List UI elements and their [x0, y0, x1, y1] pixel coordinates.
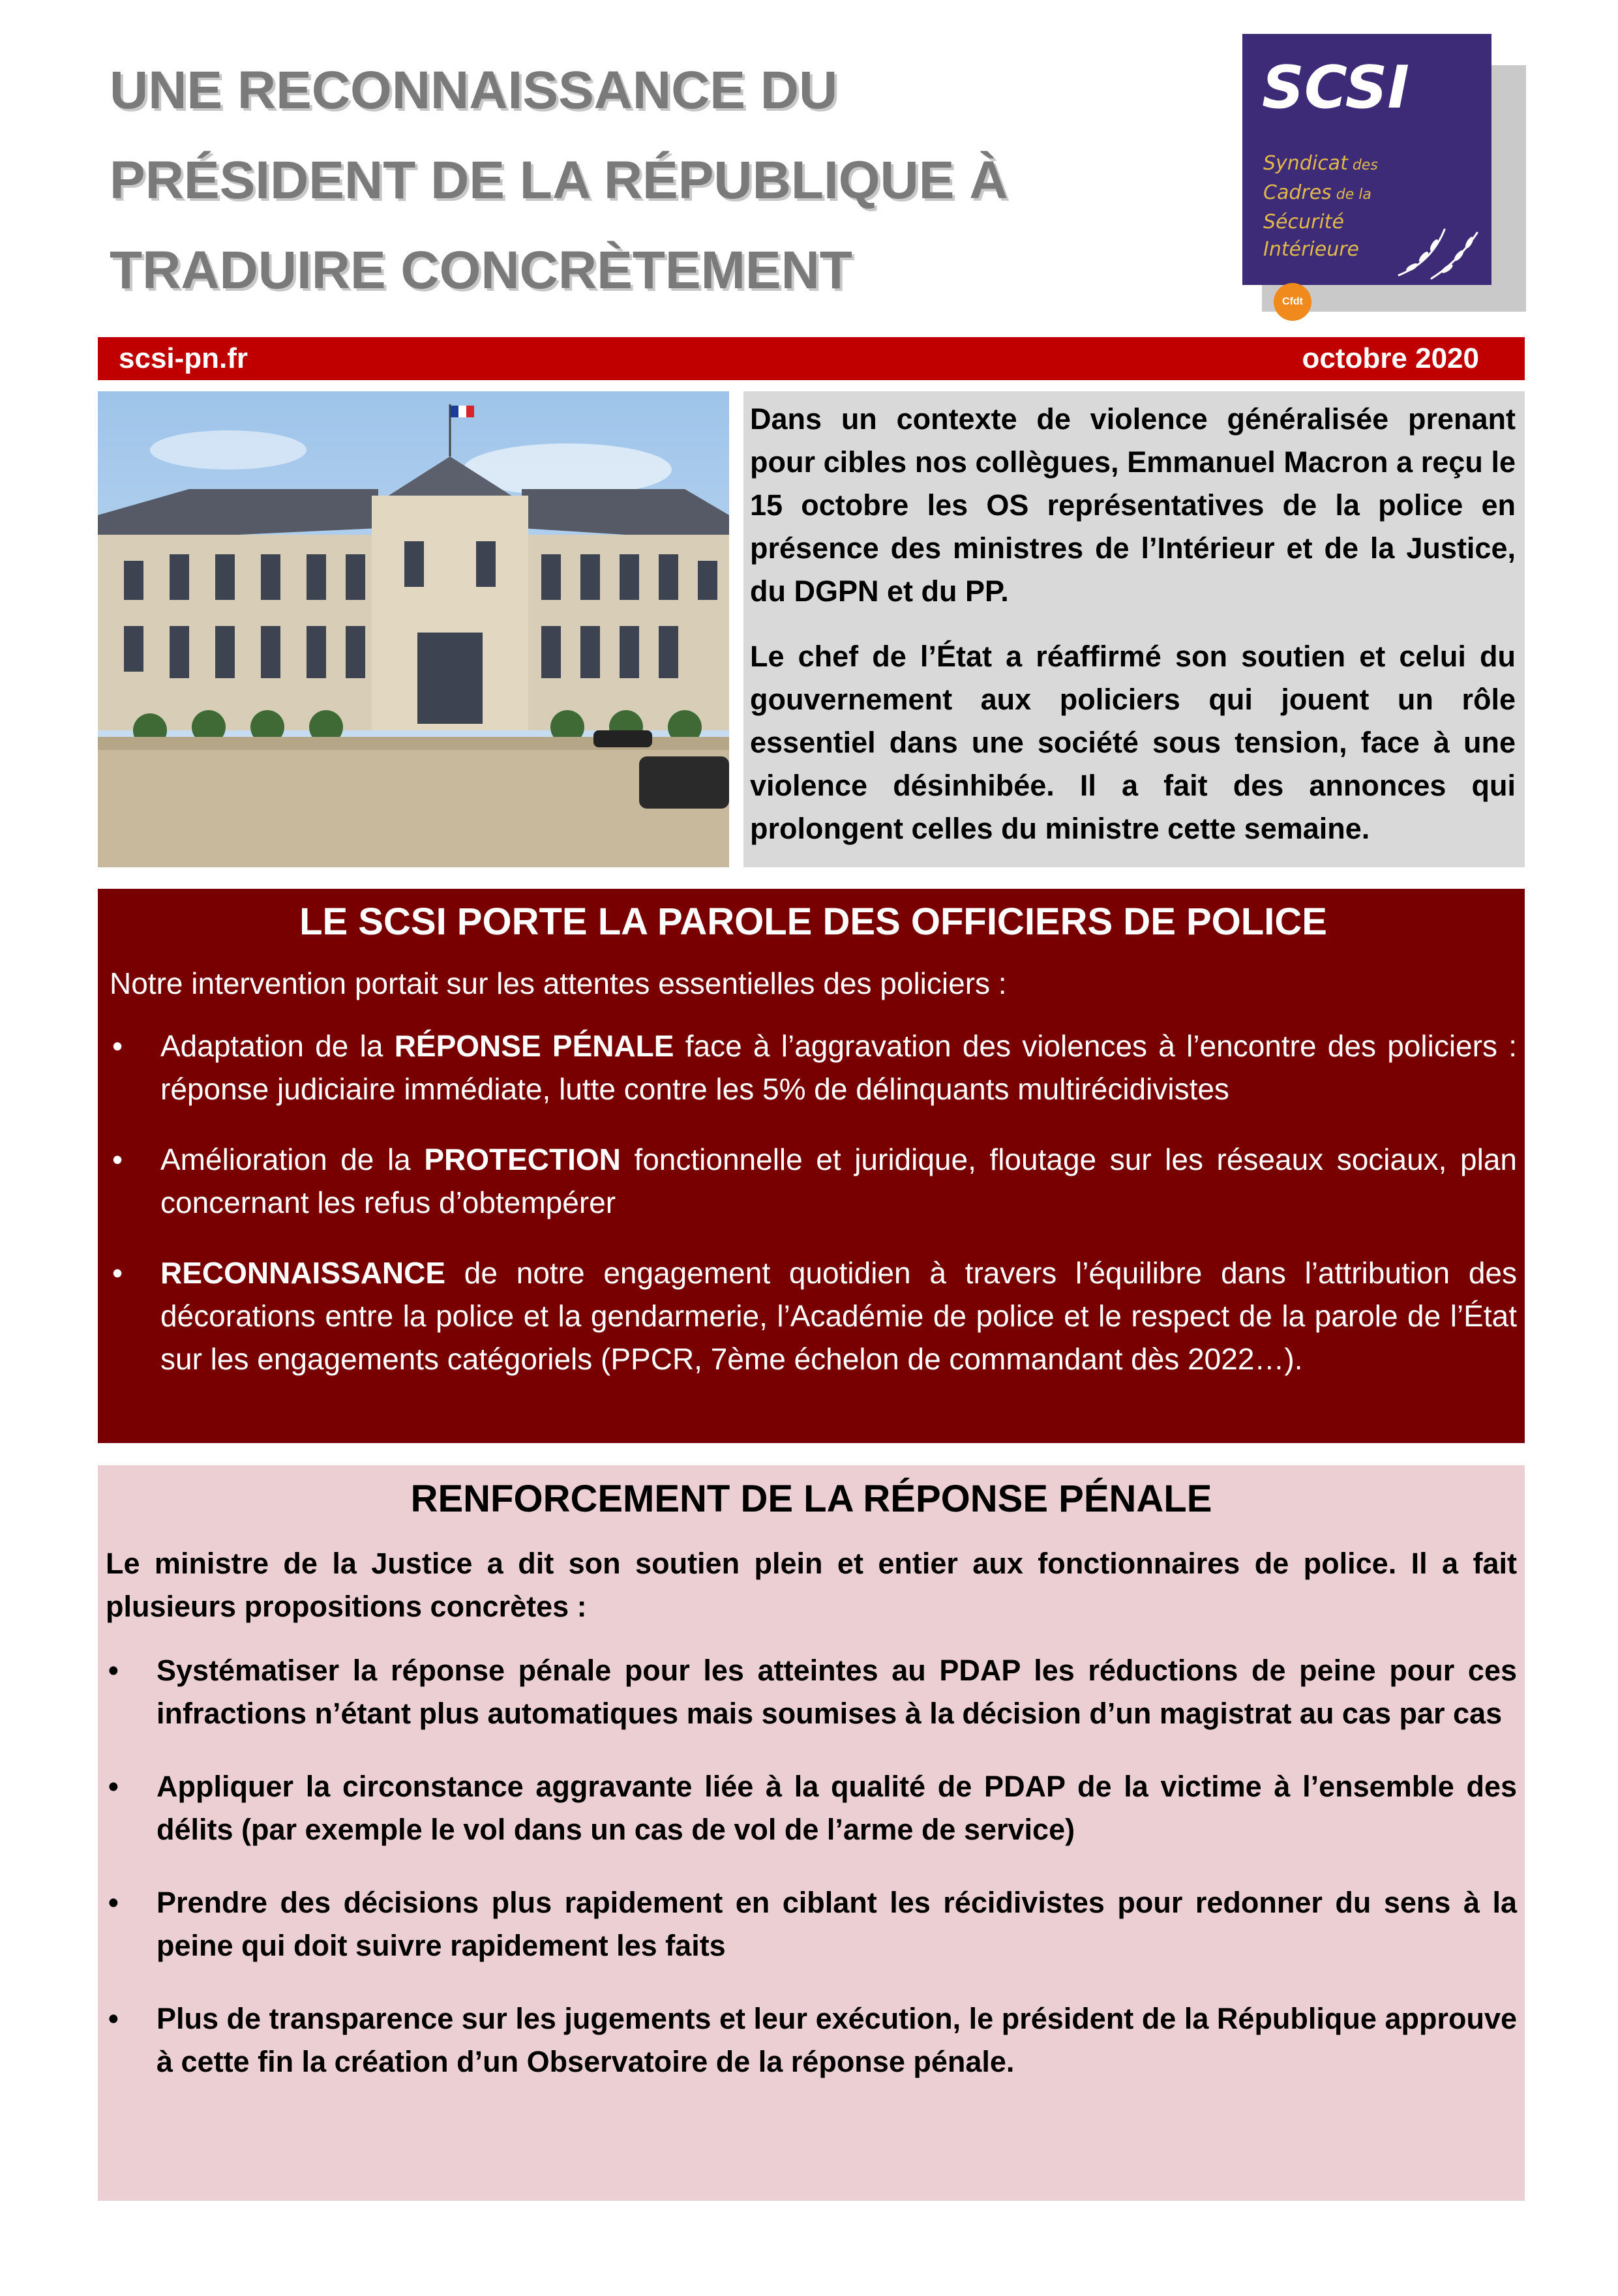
section-lead: Le ministre de la Justice a dit son soutien plein et entier aux fonctionnaires de police. Il a fait plusieurs propositions concrètes :: [106, 1547, 1517, 1623]
logo-subtitle: [1263, 150, 1407, 263]
elysee-palace-photo: [98, 391, 729, 867]
list-item: • Plus de transparence sur les jugements et leur exécution, le président de la République approuve à cette fin la création d’un Observatoire de la réponse pénale.: [106, 1997, 1517, 2083]
list-item: • Systématiser la réponse pénale pour les atteintes au PDAP les réductions de peine pour ces infractions n’étant plus automatiques mais soumises à la décision d’un magistrat au cas par cas: [106, 1649, 1517, 1735]
section-lead: Notre intervention portait sur les attentes essentielles des policiers :: [110, 966, 1007, 1000]
list-item: • RECONNAISSANCE de notre engagement quotidien à travers l’équilibre dans l’attribution des décorations entre la police et la gendarmerie, l’Académie de police et le respect de la parole de l’État sur les engagements catégoriels (PPCR, 7ème échelon de commandant dès 2022…).: [110, 1251, 1517, 1380]
list-item: • Appliquer la circonstance aggravante liée à la qualité de PDAP de la victime à l’ensemble des délits (par exemple le vol dans un cas de vol de l’arme de service): [106, 1765, 1517, 1851]
title-line: PRÉSIDENT DE LA RÉPUBLIQUE À: [110, 151, 1008, 210]
proposals-list: [106, 1649, 1517, 2083]
logo-line: Intérieure: [1263, 238, 1360, 261]
list-item: • Adaptation de la RÉPONSE PÉNALE face à l’aggravation des violences à l’encontre des policiers : réponse judiciaire immédiate, lutte contre les 5% de délinquants multirécidivistes: [110, 1024, 1517, 1111]
scsi-logo: [1242, 34, 1491, 307]
section-heading: RENFORCEMENT DE LA RÉPONSE PÉNALE: [410, 1478, 1212, 1520]
date-banner: [98, 337, 1525, 380]
list-item: • Prendre des décisions plus rapidement en ciblant les récidivistes pour redonner du sens à la peine qui doit suivre rapidement les faits: [106, 1881, 1517, 1967]
demands-list: [110, 1024, 1517, 1380]
intro-paragraph: Le chef de l’État a réaffirmé son soutien et celui du gouvernement aux policiers qui jouent un rôle essentiel dans une société sous tension, face à une violence désinhibée. Il a fait des annonces qui prolongent celles du ministre cette semaine.: [750, 640, 1516, 845]
logo-line: Cadres de la: [1263, 181, 1371, 204]
logo-line: Syndicat des: [1263, 152, 1378, 175]
penal-response-section: [98, 1465, 1525, 2201]
title-line: UNE RECONNAISSANCE DU: [110, 61, 838, 120]
list-item: • Amélioration de la PROTECTION fonctionnelle et juridique, floutage sur les réseaux sociaux, plan concernant les refus d’obtempérer: [110, 1138, 1517, 1224]
intro-box: [743, 391, 1525, 867]
scsi-demands-section: [98, 889, 1525, 1443]
intro-paragraph: Dans un contexte de violence généralisée prenant pour cibles nos collègues, Emmanuel Macron a reçu le 15 octobre les OS représentatives de la police en présence des ministres de l’Intérieur et de la Justice, du DGPN et du PP.: [750, 402, 1516, 608]
section-heading: LE SCSI PORTE LA PAROLE DES OFFICIERS DE POLICE: [299, 901, 1327, 943]
page-title: [110, 46, 1192, 316]
logo-name: SCSI: [1262, 53, 1409, 122]
issue-date: octobre 2020: [1302, 342, 1479, 374]
logo-line: Sécurité: [1263, 211, 1344, 233]
laurel-icon: [1392, 223, 1484, 282]
website-link[interactable]: scsi-pn.fr: [119, 342, 248, 374]
cfdt-badge: Cfdt: [1274, 283, 1311, 321]
title-line: TRADUIRE CONCRÈTEMENT: [110, 241, 852, 300]
